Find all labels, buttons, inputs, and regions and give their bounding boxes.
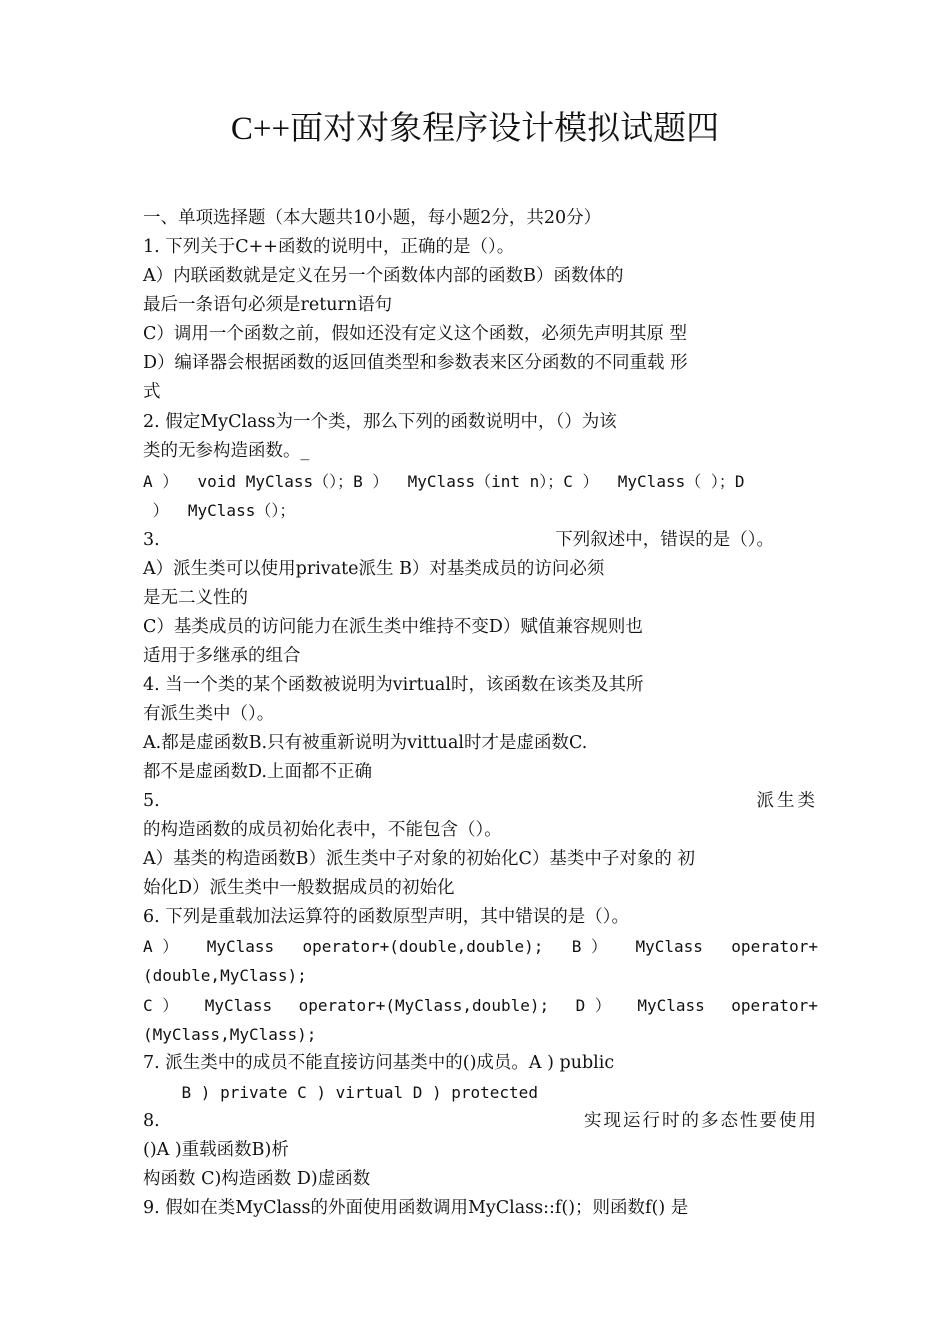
question-5-options-cont: 始化D）派生类中一般数据成员的初始化 bbox=[143, 878, 455, 898]
question-6-option-c-d bbox=[143, 991, 818, 1020]
question-1-option-c: C）调用一个函数之前，假如还没有定义这个函数，必须先声明其原 型 bbox=[143, 324, 687, 344]
question-1-option-d: D）编译器会根据函数的返回值类型和参数表来区分函数的不同重载 形 bbox=[143, 353, 688, 373]
question-5-cont: 的构造函数的成员初始化表中，不能包含（）。 bbox=[143, 820, 502, 840]
question-2-options: A ） void MyClass（）；B ） MyClass（int n）；C ） MyClass（ ）；D bbox=[143, 472, 745, 491]
question-1-option-d-cont: 式 bbox=[143, 382, 161, 402]
question-8-options: ()A )重载函数B)析 bbox=[143, 1140, 289, 1160]
option-c-signature: operator+(MyClass,double); bbox=[298, 996, 550, 1015]
question-5 bbox=[143, 787, 818, 816]
option-d-type: MyClass bbox=[637, 996, 705, 1015]
question-8-options-cont: 构函数 C)构造函数 D)虚函数 bbox=[143, 1169, 371, 1189]
question-3-option-c-d: C）基类成员的访问能力在派生类中维持不变D）赋值兼容规则也 bbox=[143, 617, 643, 637]
question-6-option-d-cont: (MyClass,MyClass); bbox=[143, 1025, 317, 1044]
question-4-options: A.都是虚函数B.只有被重新说明为vittual时才是虚函数C. bbox=[143, 733, 588, 753]
section-heading: 一、单项选择题（本大题共10小题，每小题2分，共20分） bbox=[143, 208, 602, 228]
question-6-option-a-b bbox=[143, 932, 818, 961]
question-3-number: 3. bbox=[143, 530, 160, 550]
question-7-options: B ) private C ) virtual D ) protected bbox=[143, 1083, 538, 1102]
question-2: 2. 假定MyClass为一个类，那么下列的函数说明中，（）为该 bbox=[143, 412, 617, 432]
question-3-option-b-cont: 是无二义性的 bbox=[143, 588, 248, 608]
question-3 bbox=[143, 526, 818, 555]
option-a-type: MyClass bbox=[206, 937, 275, 956]
question-6: 6. 下列是重载加法运算符的函数原型声明，其中错误的是（）。 bbox=[143, 907, 630, 927]
question-2-option-d: ） MyClass（）； bbox=[143, 501, 296, 520]
question-4-cont: 有派生类中（）。 bbox=[143, 704, 275, 724]
question-5-options: A）基类的构造函数B）派生类中子对象的初始化C）基类中子对象的 初 bbox=[143, 849, 695, 869]
question-9: 9. 假如在类MyClass的外面使用函数调用MyClass::f()；则函数f() 是 bbox=[143, 1198, 689, 1218]
option-b-label: B ） bbox=[571, 937, 608, 956]
option-a-label: A ） bbox=[143, 937, 179, 956]
question-6-option-b-cont: (double,MyClass); bbox=[143, 966, 307, 985]
option-b-operator: operator+ bbox=[731, 937, 818, 956]
question-3-text: 下列叙述中，错误的是（）。 bbox=[555, 530, 774, 550]
question-1-option-a-b: A）内联函数就是定义在另一个函数体内部的函数B）函数体的 bbox=[143, 266, 624, 286]
question-7: 7. 派生类中的成员不能直接访问基类中的()成员。A ) public bbox=[143, 1053, 615, 1073]
option-c-type: MyClass bbox=[204, 996, 273, 1015]
question-4: 4. 当一个类的某个函数被说明为virtual时，该函数在该类及其所 bbox=[143, 675, 644, 695]
question-3-option-d-cont: 适用于多继承的组合 bbox=[143, 646, 301, 666]
question-1-option-b-cont: 最后一条语句必须是return语句 bbox=[143, 295, 393, 315]
option-a-signature: operator+(double,double); bbox=[302, 937, 544, 956]
question-5-number: 5. bbox=[143, 791, 160, 811]
question-5-text: 派生类 bbox=[756, 791, 818, 811]
question-8-text: 实现运行时的多态性要使用 bbox=[584, 1111, 818, 1131]
question-8 bbox=[143, 1107, 818, 1136]
question-3-option-a-b: A）派生类可以使用private派生 B）对基类成员的访问必须 bbox=[143, 559, 605, 579]
option-d-operator: operator+ bbox=[731, 996, 818, 1015]
page-title: C++面对对象程序设计模拟试题四 bbox=[230, 111, 720, 147]
question-1: 1. 下列关于C++函数的说明中，正确的是（）。 bbox=[143, 237, 515, 257]
question-2-cont: 类的无参构造函数。_ bbox=[143, 441, 310, 461]
question-8-number: 8. bbox=[143, 1111, 160, 1131]
question-4-options-cont: 都不是虚函数D.上面都不正确 bbox=[143, 762, 372, 782]
option-d-label: D ） bbox=[575, 996, 611, 1015]
option-c-label: C ） bbox=[143, 996, 179, 1015]
option-b-type: MyClass bbox=[635, 937, 703, 956]
